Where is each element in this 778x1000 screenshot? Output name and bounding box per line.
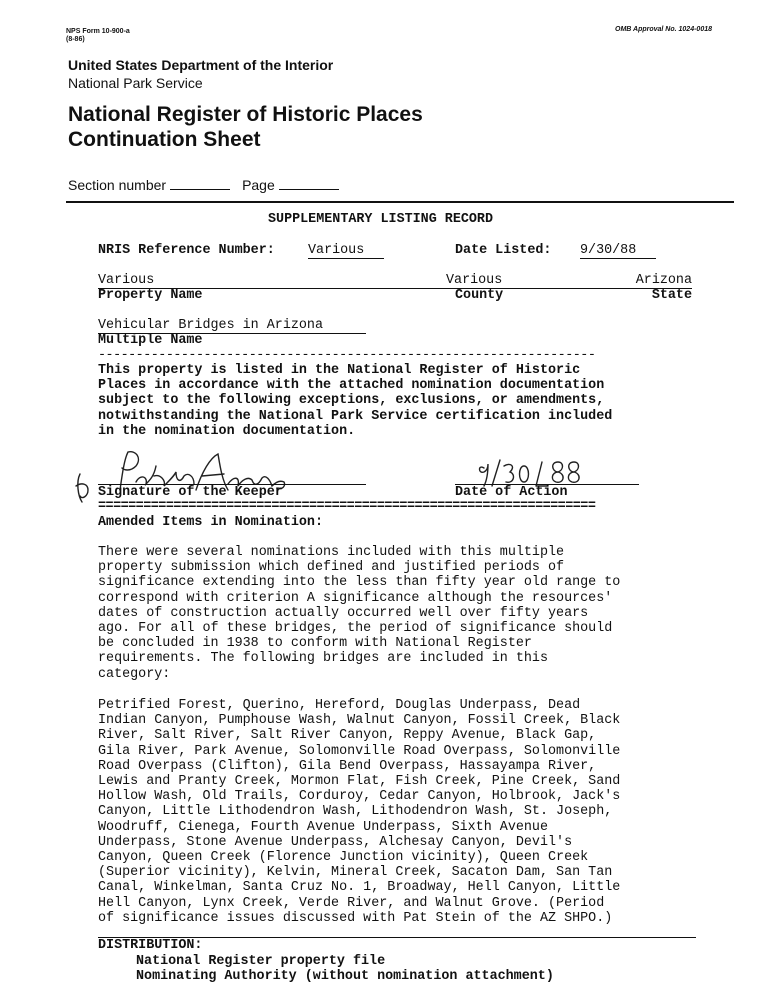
- amended-heading: Amended Items in Nomination:: [98, 515, 323, 530]
- form-number-line1: NPS Form 10-900-a: [66, 28, 130, 35]
- title-line1: National Register of Historic Places: [68, 103, 423, 126]
- record-heading: SUPPLEMENTARY LISTING RECORD: [268, 212, 493, 227]
- section-number-label: Section number: [68, 177, 167, 193]
- amended-paragraph-1: There were several nominations included with this multiple property submission which defined and justified periods of significance extending into the less than fifty year old range to correspond with criterion A significance although the resources' dates of construction actually occurred well over fifty years ago. For all of these bridges, the period of significance should be concluded in 1938 to conform with National Register requirements. The following bridges are included in this category:: [98, 545, 621, 682]
- dash-rule: ------------------------------------------------------------------: [98, 348, 596, 363]
- state-label: State: [651, 288, 692, 303]
- title-line2: Continuation Sheet: [68, 128, 261, 151]
- distribution-item: National Register property file: [136, 954, 386, 969]
- signature-label: Signature of the Keeper: [98, 485, 283, 500]
- distribution-heading: DISTRIBUTION:: [98, 938, 203, 953]
- county-value: Various: [446, 273, 503, 288]
- section-number-blank: [170, 177, 230, 190]
- header-rule: [66, 201, 734, 203]
- form-number-line2: (8-86): [66, 36, 85, 43]
- department-name: United States Department of the Interior: [68, 57, 334, 73]
- page-label: Page: [242, 177, 275, 193]
- page-blank: [279, 177, 339, 190]
- section-page-line: [68, 177, 351, 193]
- nris-value: Various: [308, 243, 384, 259]
- page-title: [68, 102, 423, 152]
- distribution-item: Nominating Authority (without nomination attachment): [136, 969, 554, 984]
- property-name-label: Property Name: [98, 288, 203, 303]
- state-value: Arizona: [635, 273, 692, 288]
- nris-label: NRIS Reference Number:: [98, 243, 275, 258]
- listing-statement: This property is listed in the National Register of Historic Places in accordance with the attached nomination documentation subject to the following exceptions, exclusions, or amendments, notwithstanding the National Park Service certification included in the nomination documentation.: [98, 363, 613, 439]
- property-name-value: Various: [98, 273, 155, 288]
- multiple-name-value: Vehicular Bridges in Arizona: [98, 318, 323, 333]
- date-listed-label: Date Listed:: [455, 243, 552, 258]
- agency-name: National Park Service: [68, 75, 203, 91]
- multiple-name-label: Multiple Name: [98, 333, 203, 348]
- equals-rule: ==================================================================: [98, 499, 596, 514]
- county-label: County: [455, 288, 504, 303]
- date-of-action-label: Date of Action: [455, 485, 568, 500]
- amended-paragraph-2: Petrified Forest, Querino, Hereford, Douglas Underpass, Dead Indian Canyon, Pumphouse Wash, Walnut Canyon, Fossil Creek, Black River, Salt River, Salt River Canyon, Reppy Avenue, Black Gap, Gila River, Park Avenue, Solomonville Road Overpass, Solomonville Road Overpass (Clifton), Gila Bend Overpass, Hassayampa River, Lewis and Pranty Creek, Mormon Flat, Fish Creek, Pine Creek, Sand Hollow Wash, Old Trails, Corduroy, Cedar Canyon, Holbrook, Jack's Canyon, Little Lithodendron Wash, Lithodendron Wash, St. Joseph, Woodruff, Cienega, Fourth Avenue Underpass, Sixth Avenue Underpass, Stone Avenue Underpass, Alchesay Canyon, Devil's Canyon, Queen Creek (Florence Junction vicinity), Queen Creek (Superior vicinity), Kelvin, Mineral Creek, Sacaton Dam, San Tan Canal, Winkelman, Santa Cruz No. 1, Broadway, Hell Canyon, Little Hell Canyon, Lynx Creek, Verde River, and Walnut Grove. (Period of significance issues discussed with Pat Stein of the AZ SHPO.): [98, 698, 621, 926]
- form-number: [66, 28, 130, 44]
- omb-approval: OMB Approval No. 1024-0018: [615, 26, 712, 33]
- date-listed-value: 9/30/88: [580, 243, 656, 259]
